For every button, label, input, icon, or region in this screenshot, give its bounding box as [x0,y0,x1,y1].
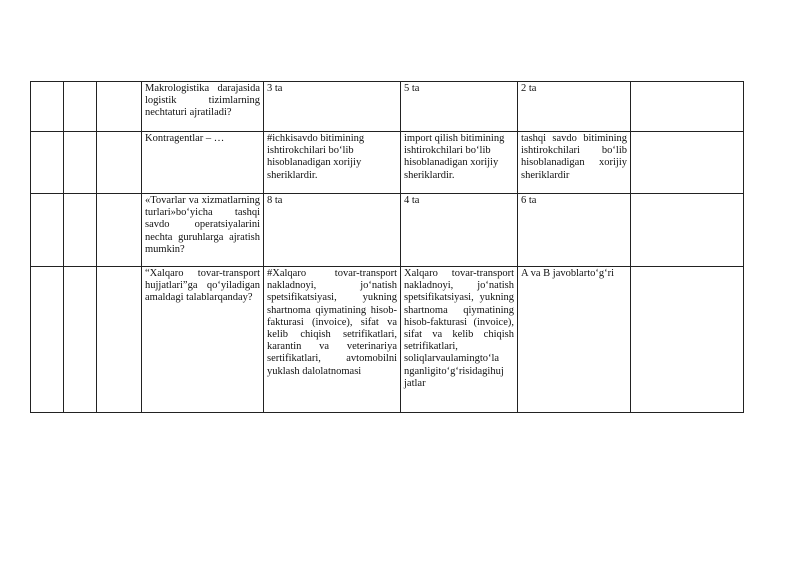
table-row [31,82,744,132]
table-row [31,267,744,413]
number-cell [64,82,97,132]
option-cell: 4 ta [401,194,518,267]
number-cell [97,194,142,267]
option-cell: 2 ta [518,82,631,132]
option-cell [631,132,744,194]
option-cell: 6 ta [518,194,631,267]
number-cell [97,132,142,194]
option-cell: import qilish bitimining ishtirokchilari bo‘lib hisoblanadigan xorijiy sheriklardir. [401,132,518,194]
question-cell: Makrologistika darajasida logistik tizimlarning nechtaturi ajratiladi? [142,82,264,132]
question-cell: “Xalqaro tovar-transport hujjatlari”ga qo‘yiladigan amaldagi talablarqanday? [142,267,264,413]
number-cell [97,267,142,413]
option-cell: 8 ta [264,194,401,267]
number-cell [31,267,64,413]
question-cell: «Tovarlar va xizmatlarning turlari»bo‘yicha tashqi savdo operatsiyalarini nechta guruhlarga ajratish mumkin? [142,194,264,267]
option-cell: Xalqaro tovar-transport nakladnoyi, jo‘natish spetsifikatsiyasi, yukning shartnoma qiymatining hisob-fakturasi (invoice), sifat va kelib chiqish setrifikatlari, soliqlarvaulamingto‘la nganligito‘g‘risidagihuj jatlar [401,267,518,413]
number-cell [31,194,64,267]
table-row [31,194,744,267]
number-cell [64,194,97,267]
number-cell [97,82,142,132]
number-cell [31,132,64,194]
quiz-table [30,81,744,413]
number-cell [31,82,64,132]
option-cell: #Xalqaro tovar-transport nakladnoyi, jo‘natish spetsifikatsiyasi, yukning shartnoma qiymatining hisob-fakturasi (invoice), sifat va kelib chiqish setrifikatlari, karantin va veterinariya sertifikatlari, avtomobilni yuklash dalolatnomasi [264,267,401,413]
option-cell [631,267,744,413]
option-cell [631,194,744,267]
table-row [31,132,744,194]
number-cell [64,267,97,413]
option-cell: tashqi savdo bitimining ishtirokchilari bo‘lib hisoblanadigan xorijiy sheriklardir [518,132,631,194]
option-cell: #ichkisavdo bitimining ishtirokchilari bo‘lib hisoblanadigan xorijiy sheriklardir. [264,132,401,194]
question-cell: Kontragentlar – … [142,132,264,194]
option-cell [631,82,744,132]
option-cell: A va B javoblarto‘g‘ri [518,267,631,413]
option-cell: 3 ta [264,82,401,132]
option-cell: 5 ta [401,82,518,132]
number-cell [64,132,97,194]
